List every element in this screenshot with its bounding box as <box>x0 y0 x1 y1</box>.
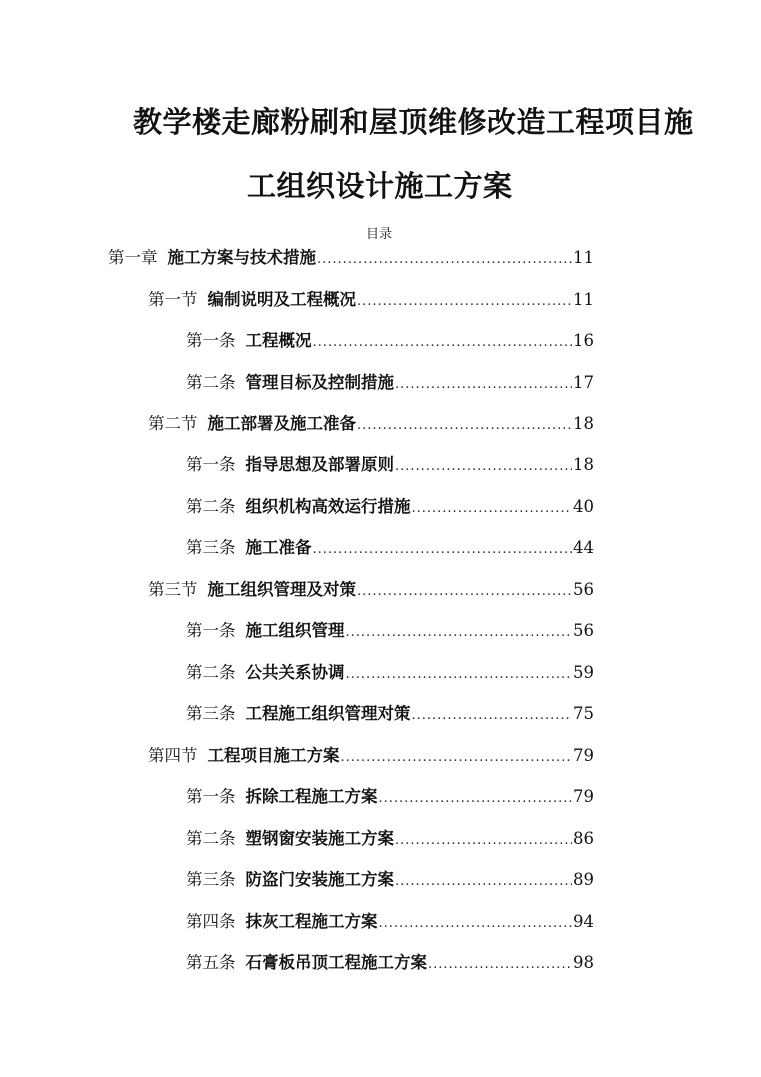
toc-leader-dots <box>357 580 572 604</box>
toc-entry-page: 79 <box>573 787 594 806</box>
toc-leader-dots <box>346 621 573 645</box>
toc-entry-label: 第五条 <box>186 953 236 972</box>
toc-entry[interactable] <box>186 661 594 685</box>
toc-entry-page: 17 <box>573 373 594 392</box>
toc-leader-dots <box>395 455 572 479</box>
toc-leader-dots <box>379 787 573 811</box>
toc-entry-label: 第一章 <box>108 248 158 267</box>
toc-leader-dots <box>313 538 573 562</box>
toc-entry-page: 16 <box>573 331 594 350</box>
toc-entry-label: 第二条 <box>186 829 236 848</box>
toc-heading: 目录 <box>366 227 393 242</box>
toc-leader-dots <box>357 414 572 438</box>
toc-entry-label: 第三条 <box>186 870 236 889</box>
toc-entry-page: 18 <box>573 455 594 474</box>
document-title-line-2: 工组织设计施工方案 <box>247 169 513 203</box>
toc-entry-title: 施工组织管理及对策 <box>207 580 356 599</box>
toc-leader-dots <box>412 704 573 728</box>
toc-entry-title: 拆除工程施工方案 <box>245 787 378 806</box>
toc-entry-page: 40 <box>573 497 594 516</box>
toc-entry[interactable] <box>186 868 594 892</box>
toc-entry-label: 第二条 <box>186 663 236 682</box>
toc-entry-label: 第一条 <box>186 455 236 474</box>
toc-entry-page: 11 <box>573 248 594 267</box>
toc-entry-title: 工程项目施工方案 <box>207 746 340 765</box>
toc-entry[interactable] <box>186 536 594 560</box>
toc-entry-title: 施工准备 <box>245 538 312 557</box>
toc-entry[interactable] <box>186 951 594 975</box>
toc-entry-title: 施工组织管理 <box>245 621 345 640</box>
toc-entry-label: 第三条 <box>186 538 236 557</box>
toc-leader-dots <box>346 663 573 687</box>
toc-entry-title: 抹灰工程施工方案 <box>245 912 378 931</box>
toc-entry-label: 第一条 <box>186 787 236 806</box>
toc-entry-label: 第二节 <box>148 414 198 433</box>
toc-entry-label: 第三节 <box>148 580 198 599</box>
toc-entry[interactable] <box>186 785 594 809</box>
toc-leader-dots <box>317 248 572 272</box>
toc-entry[interactable] <box>186 619 594 643</box>
toc-entry[interactable] <box>148 744 594 768</box>
toc-entry[interactable] <box>148 412 594 436</box>
toc-entry[interactable] <box>186 827 594 851</box>
toc-entry-title: 塑钢窗安装施工方案 <box>245 829 394 848</box>
toc-entry-page: 56 <box>573 580 594 599</box>
toc-entry-label: 第四条 <box>186 912 236 931</box>
toc-leader-dots <box>395 829 572 853</box>
toc-entry-title: 组织机构高效运行措施 <box>245 497 411 516</box>
toc-entry-label: 第四节 <box>148 746 198 765</box>
toc-leader-dots <box>428 953 572 977</box>
toc-entry-label: 第二条 <box>186 497 236 516</box>
toc-entry-page: 89 <box>573 870 594 889</box>
toc-entry-title: 工程概况 <box>245 331 312 350</box>
toc-entry-page: 86 <box>573 829 594 848</box>
toc-entry[interactable] <box>186 910 594 934</box>
toc-entry[interactable] <box>186 495 594 519</box>
toc-entry[interactable] <box>148 578 594 602</box>
toc-entry-page: 94 <box>573 912 594 931</box>
toc-leader-dots <box>357 290 572 314</box>
toc-entry-title: 公共关系协调 <box>245 663 345 682</box>
toc-entry[interactable] <box>186 329 594 353</box>
toc-entry-page: 56 <box>573 621 594 640</box>
toc-entry-page: 11 <box>573 290 594 309</box>
toc-entry-label: 第一条 <box>186 331 236 350</box>
toc-entry-label: 第二条 <box>186 373 236 392</box>
toc-entry-title: 施工方案与技术措施 <box>167 248 316 267</box>
toc-leader-dots <box>379 912 573 936</box>
toc-entry-page: 18 <box>573 414 594 433</box>
toc-entry-title: 编制说明及工程概况 <box>207 290 356 309</box>
toc-leader-dots <box>313 331 573 355</box>
toc-entry-label: 第三条 <box>186 704 236 723</box>
toc-entry-page: 79 <box>573 746 594 765</box>
toc-leader-dots <box>395 870 572 894</box>
toc-leader-dots <box>341 746 573 770</box>
toc-entry-title: 指导思想及部署原则 <box>245 455 394 474</box>
toc-entry-page: 98 <box>573 953 594 972</box>
toc-entry[interactable] <box>186 453 594 477</box>
toc-entry-title: 石膏板吊顶工程施工方案 <box>245 953 427 972</box>
toc-entry-page: 44 <box>573 538 594 557</box>
toc-entry-title: 防盗门安装施工方案 <box>245 870 394 889</box>
toc-leader-dots <box>395 373 572 397</box>
toc-entry[interactable] <box>148 288 594 312</box>
toc-entry-page: 59 <box>573 663 594 682</box>
toc-entry-label: 第一条 <box>186 621 236 640</box>
document-title-line-1: 教学楼走廊粉刷和屋顶维修改造工程项目施 <box>133 105 694 139</box>
toc-entry-title: 施工部署及施工准备 <box>207 414 356 433</box>
toc-entry-title: 管理目标及控制措施 <box>245 373 394 392</box>
toc-entry[interactable] <box>108 246 594 270</box>
toc-entry[interactable] <box>186 702 594 726</box>
toc-entry-page: 75 <box>573 704 594 723</box>
toc-leader-dots <box>412 497 573 521</box>
toc-entry-title: 工程施工组织管理对策 <box>245 704 411 723</box>
toc-entry[interactable] <box>186 371 594 395</box>
toc-entry-label: 第一节 <box>148 290 198 309</box>
